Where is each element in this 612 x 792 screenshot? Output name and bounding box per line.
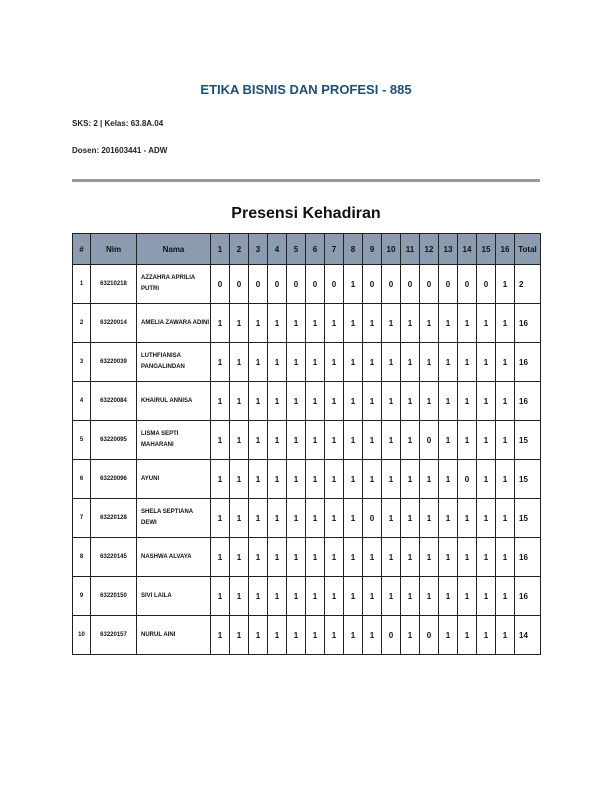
attendance-mark-cell: 1: [249, 538, 268, 577]
table-row: [73, 421, 541, 460]
nim-cell: 63220150: [91, 577, 137, 616]
column-header: Nim: [91, 234, 137, 265]
attendance-mark-cell: 1: [477, 304, 496, 343]
attendance-mark-cell: 1: [401, 616, 420, 655]
section-title: Presensi Kehadiran: [231, 205, 381, 222]
attendance-mark-cell: 1: [230, 460, 249, 499]
column-header: 7: [325, 234, 344, 265]
row-number-cell: 8: [73, 538, 91, 577]
row-number-cell: 10: [73, 616, 91, 655]
attendance-mark-cell: 1: [382, 343, 401, 382]
attendance-mark-cell: 1: [363, 577, 382, 616]
total-cell: 15: [515, 499, 541, 538]
attendance-table-body: [73, 265, 541, 655]
attendance-mark-cell: 1: [382, 499, 401, 538]
attendance-mark-cell: 1: [287, 616, 306, 655]
table-row: [73, 382, 541, 421]
attendance-mark-cell: 1: [268, 343, 287, 382]
attendance-mark-cell: 0: [420, 616, 439, 655]
attendance-mark-cell: 1: [458, 538, 477, 577]
column-header: 12: [420, 234, 439, 265]
table-row: [73, 304, 541, 343]
section-divider: [72, 179, 540, 182]
table-row: [73, 616, 541, 655]
attendance-mark-cell: 1: [211, 538, 230, 577]
attendance-mark-cell: 1: [230, 538, 249, 577]
nim-cell: 63210218: [91, 265, 137, 304]
attendance-mark-cell: 0: [287, 265, 306, 304]
attendance-mark-cell: 1: [420, 382, 439, 421]
attendance-mark-cell: 1: [325, 577, 344, 616]
total-cell: 16: [515, 538, 541, 577]
attendance-mark-cell: 1: [496, 265, 515, 304]
attendance-mark-cell: 1: [268, 577, 287, 616]
attendance-mark-cell: 1: [344, 304, 363, 343]
attendance-mark-cell: 1: [439, 304, 458, 343]
attendance-mark-cell: 1: [287, 460, 306, 499]
attendance-mark-cell: 1: [420, 460, 439, 499]
column-header: 3: [249, 234, 268, 265]
attendance-mark-cell: 1: [306, 421, 325, 460]
attendance-mark-cell: 1: [496, 499, 515, 538]
attendance-mark-cell: 1: [496, 460, 515, 499]
attendance-mark-cell: 1: [344, 343, 363, 382]
attendance-mark-cell: 0: [458, 265, 477, 304]
attendance-mark-cell: 1: [363, 616, 382, 655]
attendance-mark-cell: 1: [306, 577, 325, 616]
attendance-mark-cell: 1: [306, 499, 325, 538]
attendance-mark-cell: 1: [230, 421, 249, 460]
attendance-mark-cell: 1: [268, 304, 287, 343]
attendance-mark-cell: 1: [439, 382, 458, 421]
attendance-mark-cell: 0: [439, 265, 458, 304]
attendance-mark-cell: 1: [401, 499, 420, 538]
row-number-cell: 5: [73, 421, 91, 460]
attendance-mark-cell: 1: [211, 343, 230, 382]
column-header: 6: [306, 234, 325, 265]
row-number-cell: 9: [73, 577, 91, 616]
attendance-mark-cell: 1: [230, 577, 249, 616]
row-number-cell: 4: [73, 382, 91, 421]
column-header: 16: [496, 234, 515, 265]
attendance-mark-cell: 1: [344, 499, 363, 538]
attendance-mark-cell: 1: [363, 538, 382, 577]
attendance-mark-cell: 1: [496, 304, 515, 343]
attendance-mark-cell: 1: [477, 382, 496, 421]
attendance-mark-cell: 1: [344, 538, 363, 577]
nim-cell: 63220014: [91, 304, 137, 343]
attendance-mark-cell: 1: [458, 304, 477, 343]
attendance-mark-cell: 1: [287, 382, 306, 421]
attendance-mark-cell: 1: [496, 616, 515, 655]
row-number-cell: 3: [73, 343, 91, 382]
attendance-mark-cell: 1: [382, 538, 401, 577]
attendance-mark-cell: 1: [496, 382, 515, 421]
attendance-mark-cell: 1: [363, 460, 382, 499]
table-row: [73, 499, 541, 538]
attendance-mark-cell: 1: [458, 616, 477, 655]
attendance-mark-cell: 1: [230, 343, 249, 382]
attendance-mark-cell: 0: [420, 265, 439, 304]
attendance-mark-cell: 1: [382, 577, 401, 616]
attendance-mark-cell: 1: [268, 382, 287, 421]
table-row: [73, 460, 541, 499]
course-title: ETIKA BISNIS DAN PROFESI - 885: [200, 82, 412, 97]
attendance-mark-cell: 1: [401, 421, 420, 460]
attendance-mark-cell: 1: [325, 421, 344, 460]
total-cell: 2: [515, 265, 541, 304]
total-cell: 15: [515, 421, 541, 460]
attendance-mark-cell: 1: [249, 616, 268, 655]
attendance-mark-cell: 1: [401, 382, 420, 421]
attendance-mark-cell: 1: [382, 460, 401, 499]
attendance-mark-cell: 1: [439, 343, 458, 382]
column-header: 11: [401, 234, 420, 265]
attendance-mark-cell: 0: [363, 265, 382, 304]
column-header: 9: [363, 234, 382, 265]
attendance-mark-cell: 1: [382, 421, 401, 460]
attendance-mark-cell: 1: [401, 343, 420, 382]
attendance-mark-cell: 1: [344, 382, 363, 421]
attendance-mark-cell: 1: [249, 382, 268, 421]
attendance-mark-cell: 1: [458, 343, 477, 382]
attendance-mark-cell: 1: [439, 577, 458, 616]
attendance-mark-cell: 1: [249, 421, 268, 460]
attendance-mark-cell: 1: [344, 616, 363, 655]
attendance-mark-cell: 1: [211, 577, 230, 616]
attendance-mark-cell: 1: [287, 538, 306, 577]
sks-kelas-line: SKS: 2 | Kelas: 63.8A.04: [72, 119, 164, 128]
attendance-mark-cell: 1: [306, 616, 325, 655]
nama-cell: SHELA SEPTIANA DEWI: [137, 499, 211, 538]
attendance-mark-cell: 1: [382, 382, 401, 421]
attendance-mark-cell: 0: [268, 265, 287, 304]
nim-cell: 63220157: [91, 616, 137, 655]
column-header: 1: [211, 234, 230, 265]
attendance-mark-cell: 1: [230, 616, 249, 655]
nim-cell: 63220084: [91, 382, 137, 421]
nim-cell: 63220039: [91, 343, 137, 382]
attendance-mark-cell: 0: [401, 265, 420, 304]
dosen-line: Dosen: 201603441 - ADW: [72, 146, 168, 155]
attendance-mark-cell: 1: [401, 460, 420, 499]
column-header: 10: [382, 234, 401, 265]
table-row: [73, 577, 541, 616]
attendance-mark-cell: 0: [420, 421, 439, 460]
attendance-table-header: [73, 234, 541, 265]
attendance-mark-cell: 1: [439, 538, 458, 577]
nama-cell: SIVI LAILA: [137, 577, 211, 616]
nama-cell: LUTHFIANISA PANGALINDAN: [137, 343, 211, 382]
attendance-mark-cell: 1: [344, 460, 363, 499]
nim-cell: 63220096: [91, 460, 137, 499]
attendance-mark-cell: 1: [420, 538, 439, 577]
row-number-cell: 7: [73, 499, 91, 538]
attendance-mark-cell: 1: [230, 304, 249, 343]
attendance-mark-cell: 1: [325, 499, 344, 538]
attendance-mark-cell: 0: [477, 265, 496, 304]
row-number-cell: 1: [73, 265, 91, 304]
attendance-mark-cell: 1: [439, 460, 458, 499]
nama-cell: AYUNI: [137, 460, 211, 499]
attendance-mark-cell: 1: [211, 421, 230, 460]
column-header: 13: [439, 234, 458, 265]
attendance-mark-cell: 1: [401, 304, 420, 343]
attendance-mark-cell: 1: [420, 577, 439, 616]
nama-cell: AZZAHRA APRILIA PUTRI: [137, 265, 211, 304]
attendance-mark-cell: 1: [477, 577, 496, 616]
attendance-mark-cell: 0: [230, 265, 249, 304]
attendance-table: [72, 233, 541, 655]
attendance-mark-cell: 1: [496, 577, 515, 616]
attendance-mark-cell: 0: [325, 265, 344, 304]
attendance-mark-cell: 1: [268, 538, 287, 577]
attendance-mark-cell: 1: [249, 304, 268, 343]
attendance-mark-cell: 1: [401, 577, 420, 616]
attendance-mark-cell: 0: [363, 499, 382, 538]
attendance-mark-cell: 1: [477, 421, 496, 460]
attendance-mark-cell: 1: [344, 421, 363, 460]
attendance-mark-cell: 1: [211, 616, 230, 655]
column-header: 5: [287, 234, 306, 265]
attendance-mark-cell: 0: [306, 265, 325, 304]
table-row: [73, 538, 541, 577]
attendance-mark-cell: 1: [420, 343, 439, 382]
attendance-mark-cell: 0: [249, 265, 268, 304]
attendance-mark-cell: 1: [287, 421, 306, 460]
attendance-mark-cell: 1: [249, 499, 268, 538]
attendance-mark-cell: 0: [458, 460, 477, 499]
attendance-mark-cell: 1: [306, 538, 325, 577]
attendance-mark-cell: 1: [420, 499, 439, 538]
attendance-mark-cell: 1: [230, 382, 249, 421]
attendance-mark-cell: 1: [420, 304, 439, 343]
attendance-mark-cell: 1: [496, 421, 515, 460]
column-header: #: [73, 234, 91, 265]
attendance-mark-cell: 1: [458, 577, 477, 616]
attendance-mark-cell: 1: [306, 343, 325, 382]
attendance-mark-cell: 1: [477, 343, 496, 382]
attendance-mark-cell: 1: [211, 460, 230, 499]
attendance-mark-cell: 1: [344, 265, 363, 304]
row-number-cell: 2: [73, 304, 91, 343]
total-cell: 14: [515, 616, 541, 655]
attendance-mark-cell: 1: [211, 499, 230, 538]
total-cell: 16: [515, 304, 541, 343]
attendance-mark-cell: 1: [477, 538, 496, 577]
attendance-mark-cell: 1: [287, 577, 306, 616]
attendance-mark-cell: 1: [268, 421, 287, 460]
attendance-mark-cell: 1: [287, 304, 306, 343]
nama-cell: NURUL AINI: [137, 616, 211, 655]
attendance-mark-cell: 1: [287, 343, 306, 382]
attendance-mark-cell: 1: [211, 304, 230, 343]
attendance-mark-cell: 1: [363, 382, 382, 421]
attendance-mark-cell: 1: [401, 538, 420, 577]
attendance-mark-cell: 1: [306, 304, 325, 343]
attendance-mark-cell: 1: [249, 343, 268, 382]
attendance-mark-cell: 1: [458, 421, 477, 460]
total-cell: 16: [515, 382, 541, 421]
attendance-mark-cell: 1: [363, 343, 382, 382]
total-cell: 16: [515, 343, 541, 382]
attendance-mark-cell: 1: [287, 499, 306, 538]
attendance-mark-cell: 1: [325, 343, 344, 382]
attendance-mark-cell: 1: [325, 538, 344, 577]
attendance-mark-cell: 1: [363, 421, 382, 460]
attendance-mark-cell: 1: [363, 304, 382, 343]
attendance-mark-cell: 1: [325, 460, 344, 499]
attendance-mark-cell: 1: [268, 499, 287, 538]
attendance-mark-cell: 1: [325, 382, 344, 421]
attendance-mark-cell: 1: [458, 499, 477, 538]
attendance-mark-cell: 1: [439, 616, 458, 655]
attendance-mark-cell: 1: [496, 538, 515, 577]
attendance-mark-cell: 1: [344, 577, 363, 616]
attendance-mark-cell: 1: [496, 343, 515, 382]
table-row: [73, 343, 541, 382]
table-row: [73, 265, 541, 304]
column-header: 2: [230, 234, 249, 265]
attendance-mark-cell: 1: [211, 382, 230, 421]
nim-cell: 63220145: [91, 538, 137, 577]
attendance-mark-cell: 1: [458, 382, 477, 421]
attendance-mark-cell: 1: [325, 304, 344, 343]
attendance-mark-cell: 1: [306, 460, 325, 499]
column-header: Total: [515, 234, 541, 265]
nama-cell: LISMA SEPTI MAHARANI: [137, 421, 211, 460]
attendance-mark-cell: 1: [306, 382, 325, 421]
attendance-mark-cell: 1: [439, 499, 458, 538]
header-row: [73, 234, 541, 265]
nama-cell: AMELIA ZAWARA ADINI: [137, 304, 211, 343]
nim-cell: 63220095: [91, 421, 137, 460]
attendance-mark-cell: 1: [249, 577, 268, 616]
attendance-mark-cell: 1: [439, 421, 458, 460]
attendance-mark-cell: 0: [211, 265, 230, 304]
attendance-mark-cell: 0: [382, 616, 401, 655]
attendance-mark-cell: 1: [268, 460, 287, 499]
column-header: 14: [458, 234, 477, 265]
attendance-mark-cell: 1: [230, 499, 249, 538]
attendance-mark-cell: 0: [382, 265, 401, 304]
nim-cell: 63220128: [91, 499, 137, 538]
column-header: 8: [344, 234, 363, 265]
attendance-mark-cell: 1: [249, 460, 268, 499]
total-cell: 16: [515, 577, 541, 616]
row-number-cell: 6: [73, 460, 91, 499]
nama-cell: KHAIRUL ANNISA: [137, 382, 211, 421]
attendance-mark-cell: 1: [268, 616, 287, 655]
attendance-mark-cell: 1: [325, 616, 344, 655]
nama-cell: NASHWA ALVAYA: [137, 538, 211, 577]
column-header: 15: [477, 234, 496, 265]
total-cell: 15: [515, 460, 541, 499]
column-header: 4: [268, 234, 287, 265]
attendance-mark-cell: 1: [382, 304, 401, 343]
column-header: Nama: [137, 234, 211, 265]
attendance-mark-cell: 1: [477, 460, 496, 499]
attendance-mark-cell: 1: [477, 499, 496, 538]
attendance-mark-cell: 1: [477, 616, 496, 655]
